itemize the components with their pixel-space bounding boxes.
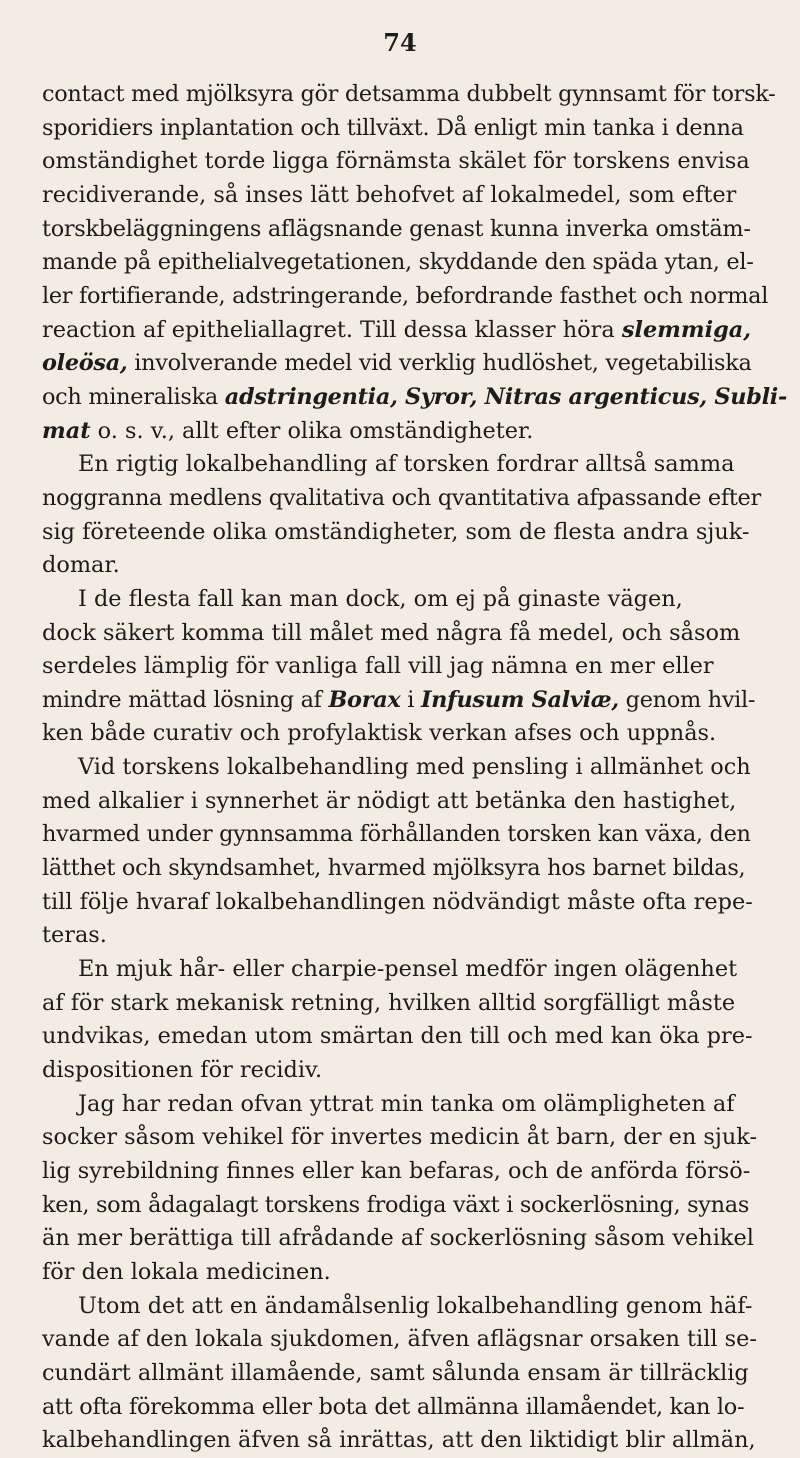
- text-line: [42, 112, 762, 146]
- text-line: [42, 516, 762, 550]
- emphasized-term: oleösa,: [42, 350, 128, 377]
- text-line: [42, 448, 762, 482]
- text-line: [42, 280, 769, 314]
- text-segment: till följe hvaraf lokalbehandlingen nödvändigt måste ofta repe-: [42, 888, 753, 915]
- text-segment: ken, som ådagalagt torskens frodiga växt i sockerlösning, synas: [42, 1191, 750, 1218]
- text-segment: att ofta förekomma eller bota det allmänna illamåendet, kan lo-: [42, 1393, 745, 1420]
- text-segment: vande af den lokala sjukdomen, äfven aflägsnar orsaken till se-: [42, 1326, 757, 1353]
- text-line: [42, 1222, 762, 1256]
- text-segment: Utom det att en ändamålsenlig lokalbehandling genom häf-: [78, 1292, 753, 1319]
- text-segment: cundärt allmänt illamående, samt sålunda ensam är tillräcklig: [42, 1359, 749, 1386]
- text-line: [42, 415, 762, 449]
- text-segment: En mjuk hår- eller charpie-pensel medför ingen olägenhet: [78, 956, 738, 983]
- text-segment: med alkalier i synnerhet är nödigt att betänka den hastighet,: [42, 787, 737, 814]
- text-line: [42, 482, 762, 516]
- text-line: [42, 1357, 762, 1391]
- text-segment: domar.: [42, 552, 120, 579]
- text-line: [42, 987, 762, 1021]
- text-segment: contact med mjölksyra gör detsamma dubbelt gynnsamt för torsk-: [42, 81, 776, 107]
- emphasized-term: Borax: [328, 686, 401, 713]
- text-segment: i: [400, 686, 421, 713]
- text-line: [42, 1088, 762, 1122]
- text-line: [42, 314, 762, 348]
- text-segment: än mer berättiga till afrådande af sockerlösning såsom vehikel: [42, 1225, 754, 1252]
- text-line: [42, 751, 762, 785]
- text-segment: mande på epithelialvegetationen, skyddande den späda ytan, el-: [42, 249, 754, 276]
- text-segment: serdeles lämplig för vanliga fall vill jag nämna en mer eller: [42, 653, 714, 680]
- text-line: [42, 1424, 762, 1458]
- text-segment: hvarmed under gynnsamma förhållanden torsken kan växa, den: [42, 821, 751, 848]
- text-line: [42, 1290, 762, 1324]
- text-segment: o. s. v., allt efter olika omständigheter.: [90, 417, 534, 444]
- text-segment: lätthet och skyndsamhet, hvarmed mjölksyra hos barnet bildas,: [42, 855, 746, 882]
- text-segment: omständighet torde ligga förnämsta skälet för torskens envisa: [42, 148, 750, 175]
- text-segment: involverande medel vid verklig hudlöshet, vegetabiliska: [127, 350, 752, 377]
- text-segment: af för stark mekanisk retning, hvilken alltid sorgfälligt måste: [42, 989, 736, 1016]
- text-segment: sig företeende olika omständigheter, som de flesta andra sjuk-: [42, 518, 750, 545]
- emphasized-term: mat: [42, 417, 91, 444]
- text-line: [42, 1121, 762, 1155]
- text-line: [42, 1189, 762, 1223]
- text-segment: En rigtig lokalbehandling af torsken fordrar alltså samma: [78, 451, 735, 478]
- text-line: [42, 919, 762, 953]
- text-line: [42, 1256, 762, 1290]
- text-segment: genom hvil-: [618, 686, 756, 713]
- text-segment: Vid torskens lokalbehandling med pensling i allmänhet och: [78, 754, 751, 781]
- text-line: [42, 684, 762, 718]
- text-segment: ken både curativ och profylaktisk verkan afses och uppnås.: [42, 720, 717, 747]
- text-line: [42, 1054, 762, 1088]
- page-number: 74: [383, 28, 417, 57]
- text-segment: ler fortifierande, adstringerande, befordrande fasthet och normal: [42, 282, 769, 309]
- text-line: [42, 145, 762, 179]
- text-segment: recidiverande, så inses lätt behofvet af lokalmedel, som efter: [42, 181, 737, 208]
- text-line: [42, 213, 762, 247]
- text-line: [42, 78, 776, 112]
- text-line: [42, 953, 762, 987]
- text-segment: socker såsom vehikel för invertes medicin åt barn, der en sjuk-: [42, 1124, 758, 1151]
- text-line: [42, 1020, 762, 1054]
- text-segment: dispositionen för recidiv.: [42, 1057, 323, 1084]
- emphasized-term: Infusum Salviæ,: [420, 686, 619, 713]
- text-line: [42, 381, 787, 415]
- emphasized-term: adstringentia, Syror, Nitras argenticus, Subli-: [224, 383, 787, 410]
- text-line: [42, 549, 762, 583]
- text-line: [42, 818, 762, 852]
- text-line: [42, 886, 762, 920]
- text-segment: reaction af epitheliallagret. Till dessa klasser höra: [42, 316, 622, 343]
- text-line: [42, 1155, 762, 1189]
- text-segment: teras.: [42, 922, 107, 949]
- text-segment: och mineraliska: [42, 383, 225, 410]
- emphasized-term: slemmiga,: [621, 316, 752, 343]
- text-line: [42, 785, 762, 819]
- text-line: [42, 246, 762, 280]
- text-segment: lig syrebildning finnes eller kan befaras, och de anförda försö-: [42, 1158, 751, 1184]
- text-line: [42, 650, 762, 684]
- text-segment: kalbehandlingen äfven så inrättas, att den liktidigt blir allmän,: [42, 1427, 756, 1454]
- text-segment: för den lokala medicinen.: [42, 1258, 331, 1285]
- text-line: [42, 1323, 762, 1357]
- text-segment: noggranna medlens qvalitativa och qvantitativa afpassande efter: [42, 484, 761, 511]
- text-segment: dock säkert komma till målet med några få medel, och såsom: [42, 619, 741, 646]
- text-line: [42, 347, 762, 381]
- text-line: [42, 583, 762, 617]
- text-line: [42, 1391, 762, 1425]
- text-segment: sporidiers inplantation och tillväxt. Då enligt min tanka i denna: [42, 114, 744, 141]
- text-segment: torskbeläggningens aflägsnande genast kunna inverka omstäm-: [42, 215, 751, 242]
- text-segment: mindre mättad lösning af: [42, 686, 329, 713]
- text-line: [42, 617, 762, 651]
- text-segment: I de flesta fall kan man dock, om ej på ginaste vägen,: [78, 585, 683, 612]
- text-segment: undvikas, emedan utom smärtan den till och med kan öka pre-: [42, 1023, 753, 1050]
- text-line: [42, 179, 762, 213]
- text-line: [42, 717, 762, 751]
- text-line: [42, 852, 762, 886]
- body-text: [42, 78, 787, 1458]
- text-segment: Jag har redan ofvan yttrat min tanka om olämpligheten af: [78, 1090, 735, 1117]
